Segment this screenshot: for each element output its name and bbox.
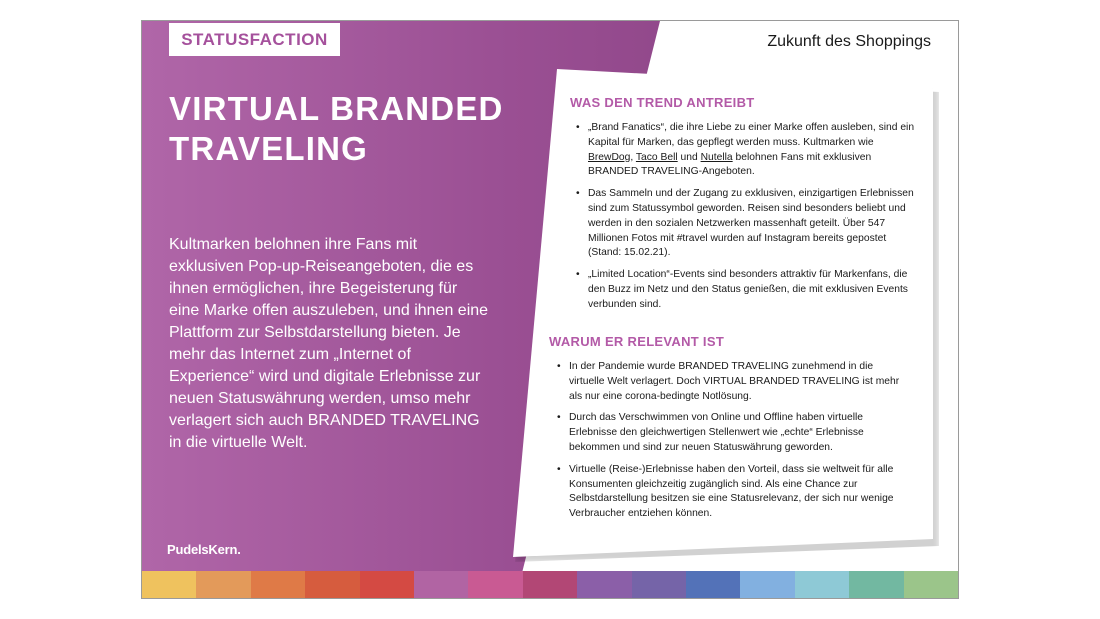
category-tag [169,23,340,56]
color-swatch [740,571,794,598]
color-swatch [414,571,468,598]
page-title-line2: TRAVELING [169,130,369,167]
list-item: • Virtuelle (Reise-)Erlebnisse haben den Vorteil, dass sie weltweit für alle Konsumenten gleichzeitig zugänglich sind. Als eine Chance zur Selbstdarstellung besitzen sie eine Statusrelevanz, der sich nur wenige Verbraucher entziehen können. [555,463,901,522]
list-item: • Das Sammeln und der Zugang zu exklusiven, einzigartigen Erlebnissen sind zum Statussymbol geworden. Reisen sind besonders beliebt und werden in den sozialen Netzwerken massenhaft geteilt. Über 547 Millionen Fotos mit #travel wurden auf Instagram bereits gepostet (Stand: 15.02.21). [574,187,918,261]
color-swatch [577,571,631,598]
color-bar [142,571,958,598]
color-swatch [196,571,250,598]
color-swatch [251,571,305,598]
list-item: • „Limited Location“-Events sind besonders attraktiv für Markenfans, die den Buzz im Netz und den Status genießen, die mit exklusiven Events verbunden sind. [574,268,918,312]
color-swatch [523,571,577,598]
color-swatch [795,571,849,598]
drivers-list [574,121,918,320]
nutella-link[interactable]: Nutella [700,151,733,163]
list-item: • In der Pandemie wurde BRANDED TRAVELING zunehmend in die virtuelle Welt verlagert. Doch VIRTUAL BRANDED TRAVELING ist mehr als nur eine corona-bedingte Notlösung. [555,360,901,404]
color-swatch [468,571,522,598]
slide [141,20,959,599]
pudelskern-logo: PudelsKern. [167,542,241,557]
color-swatch [305,571,359,598]
color-swatch [849,571,903,598]
brewdog-link[interactable]: BrewDog [588,151,631,163]
color-swatch [360,571,414,598]
color-swatch [904,571,958,598]
list-item: • „Brand Fanatics“, die ihre Liebe zu einer Marke offen ausleben, sind ein Kapital für Marken, das gepflegt werden muss. Kultmarken wie BrewDog, Taco Bell und Nutella belohnen Fans mit exklusiven BRANDED TRAVELING-Angeboten. [574,121,918,180]
list-item: • Durch das Verschwimmen von Online und Offline haben virtuelle Erlebnisse den gleichwertigen Stellenwert wie „echte“ Erlebnisse bekommen und sind zur neuen Statuswährung geworden. [555,411,901,455]
category-tag-label: STATUSFACTION [181,29,328,49]
section-title-relevance: WARUM ER RELEVANT IST [549,334,725,349]
page-title-line1: VIRTUAL BRANDED [169,90,504,127]
topic-label: Zukunft des Shoppings [767,33,931,50]
color-swatch [686,571,740,598]
color-swatch [632,571,686,598]
page-title [169,89,549,169]
tacobell-link[interactable]: Taco Bell [635,151,678,163]
relevance-list [555,360,901,529]
color-swatch [142,571,196,598]
intro-text: Kultmarken belohnen ihre Fans mit exklusiven Pop-up-Reiseangeboten, die es ihnen ermöglichen, ihre Begeisterung für eine Marke offen auszuleben, und ihnen eine Plattform zur Selbstdarstellung bieten. Je mehr das Internet zum „Internet of Experience“ wird und digitale Erlebnisse zur neuen Statuswährung werden, umso mehr verlagert sich auch BRANDED TRAVELING in die virtuelle Welt. [169,236,489,451]
section-title-drivers: WAS DEN TREND ANTREIBT [570,95,755,110]
